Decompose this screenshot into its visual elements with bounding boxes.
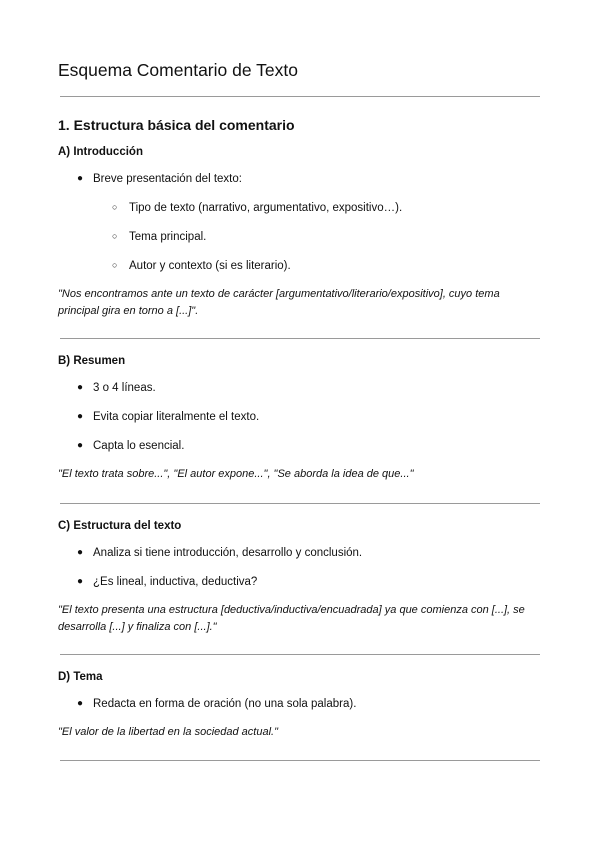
bullet-icon: ●	[77, 411, 84, 422]
list-item-text: Capta lo esencial.	[93, 440, 185, 452]
list-item	[77, 440, 185, 452]
bullet-icon: ●	[77, 382, 84, 393]
divider	[60, 338, 540, 339]
list-item	[77, 411, 260, 423]
list-item	[77, 547, 363, 559]
circle-bullet-icon: ○	[112, 202, 118, 212]
sub-list-item	[112, 260, 291, 272]
list-item	[77, 576, 258, 588]
bullet-icon: ●	[77, 576, 84, 587]
bullet-icon: ●	[77, 698, 84, 709]
example-quote: "El texto trata sobre...", "El autor expone...", "Se aborda la idea de que..."	[58, 468, 414, 480]
divider	[60, 96, 540, 97]
divider	[60, 654, 540, 655]
list-item	[77, 698, 357, 710]
sub-list-item-text: Tema principal.	[129, 231, 207, 243]
bullet-icon: ●	[77, 173, 84, 184]
divider	[60, 503, 540, 504]
list-item-text: ¿Es lineal, inductiva, deductiva?	[93, 576, 258, 588]
section-heading: 1. Estructura básica del comentario	[58, 117, 295, 133]
list-item	[77, 173, 242, 185]
estructura-heading: C) Estructura del texto	[58, 520, 182, 532]
sub-list-item	[112, 231, 207, 243]
divider	[60, 760, 540, 761]
example-quote: "El texto presenta una estructura [deductiva/inductiva/encuadrada] ya que comienza con [...], se desarrolla [...] y finaliza con [...]."	[58, 604, 525, 633]
resumen-heading: B) Resumen	[58, 355, 126, 367]
bullet-icon: ●	[77, 547, 84, 558]
example-quote: "El valor de la libertad en la sociedad actual."	[58, 726, 278, 738]
list-item-text: Analiza si tiene introducción, desarrollo y conclusión.	[93, 547, 363, 559]
list-item	[77, 382, 156, 394]
list-item-text: Evita copiar literalmente el texto.	[93, 411, 260, 423]
circle-bullet-icon: ○	[112, 231, 118, 241]
list-item-text: 3 o 4 líneas.	[93, 382, 156, 394]
circle-bullet-icon: ○	[112, 260, 118, 270]
sub-list-item-text: Autor y contexto (si es literario).	[129, 260, 291, 272]
list-item-text: Redacta en forma de oración (no una sola palabra).	[93, 698, 357, 710]
document-title: Esquema Comentario de Texto	[58, 60, 298, 80]
sub-list-item	[112, 202, 403, 214]
bullet-icon: ●	[77, 440, 84, 451]
sub-list-item-text: Tipo de texto (narrativo, argumentativo, expositivo…).	[129, 202, 403, 214]
list-item-text: Breve presentación del texto:	[93, 173, 242, 185]
example-quote: "Nos encontramos ante un texto de carácter [argumentativo/literario/expositivo], cuyo tema principal gira en torno a [...]".	[58, 288, 500, 317]
introduccion-heading: A) Introducción	[58, 146, 143, 158]
tema-heading: D) Tema	[58, 671, 103, 683]
